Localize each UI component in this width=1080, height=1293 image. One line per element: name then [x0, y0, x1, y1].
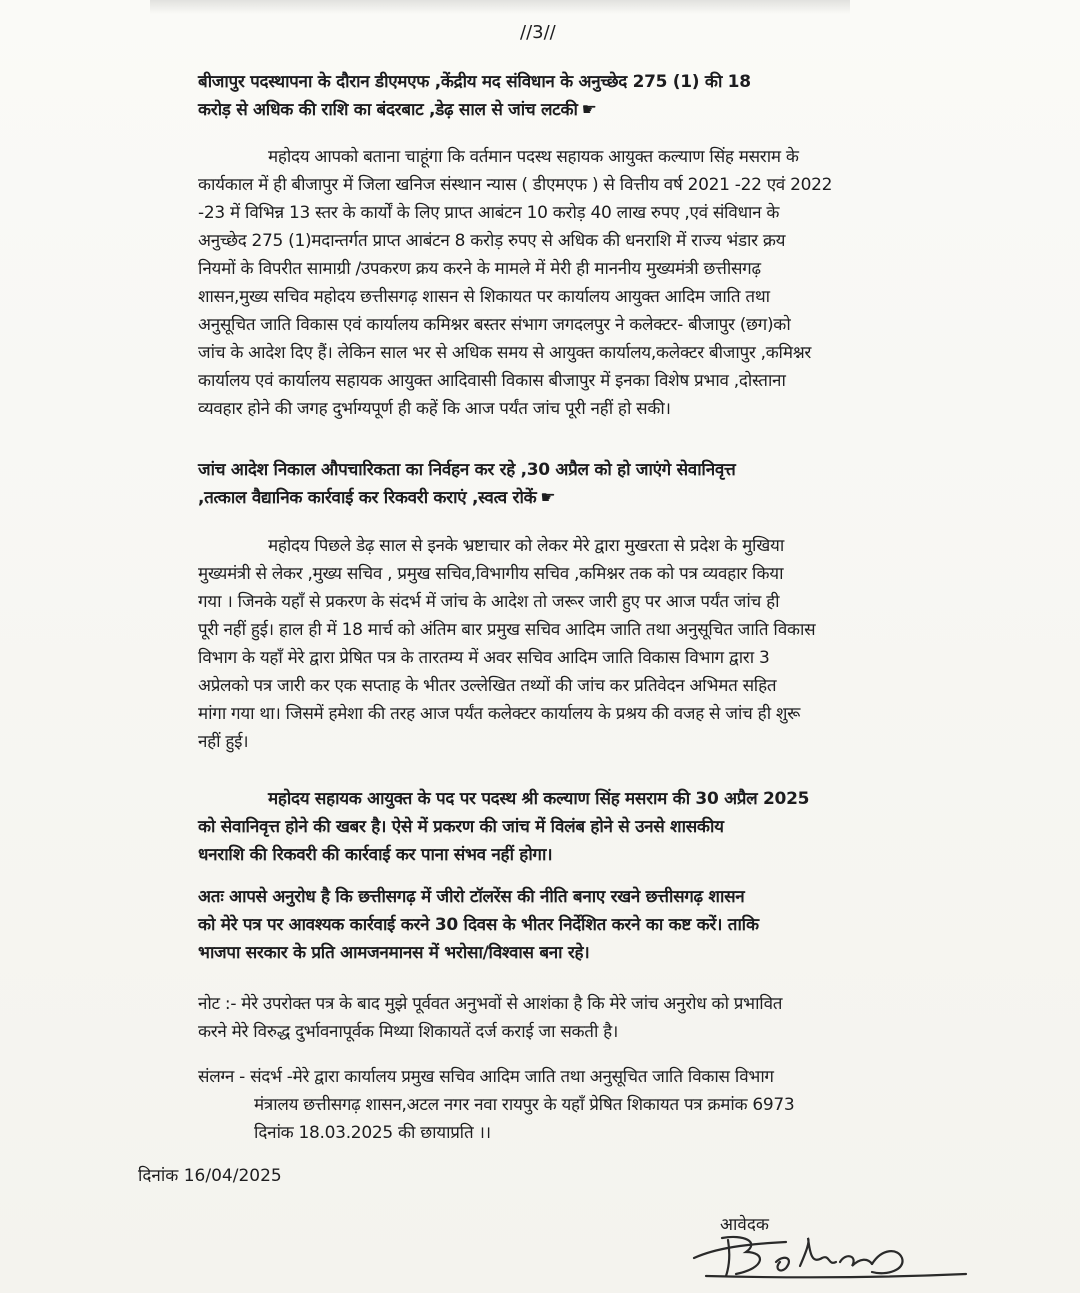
paragraph-line: गया । जिनके यहाँ से प्रकरण के संदर्भ में जांच के आदेश तो जरूर जारी हुए पर आज पर्यंत जांच ही: [198, 592, 780, 612]
heading-dmf-allocation: [198, 68, 950, 124]
paragraph-line: नहीं हुई।: [198, 732, 249, 752]
paragraph-request: [198, 883, 950, 967]
paragraph-line: नियमों के विपरीत सामाग्री /उपकरण क्रय करने के मामले में मेरी ही माननीय मुख्यमंत्री छत्तीसगढ़: [198, 259, 761, 279]
paragraph-line: व्यवहार होने की जगह दुर्भाग्यपूर्ण ही कहें कि आज पर्यंत जांच पूरी नहीं हो सकी।: [198, 399, 671, 419]
paragraph-line: कार्यकाल में ही बीजापुर में जिला खनिज संस्थान न्यास ( डीएमएफ ) से वित्तीय वर्ष 2021 -22 एवं 2022: [198, 175, 833, 195]
heading-retirement-recovery: [198, 456, 950, 512]
paragraph-line: अप्रेलको पत्र जारी कर एक सप्ताह के भीतर उल्लेखित तथ्यों की जांच कर प्रतिवेदन अभिमत सहित: [198, 676, 777, 696]
hand-pointing-icon: ☛: [540, 488, 556, 508]
paragraph-line: कार्यालय एवं कार्यालय सहायक आयुक्त आदिवासी विकास बीजापुर में इनका विशेष प्रभाव ,दोस्ताना: [198, 371, 786, 391]
paragraph-line: मुख्यमंत्री से लेकर ,मुख्य सचिव , प्रमुख सचिव,विभागीय सचिव ,कमिश्नर तक को पत्र व्यवहार किया: [198, 564, 784, 584]
paragraph-line: अनुसूचित जाति विकास एवं कार्यालय कमिश्नर बस्तर संभाग जगदलपुर ने कलेक्टर- बीजापुर (छग)को: [198, 315, 791, 335]
paragraph-line: -23 में विभिन्न 13 स्तर के कार्यों के लिए प्राप्त आबंटन 10 करोड़ 40 लाख रुपए ,एवं संविधान के: [198, 203, 780, 223]
paragraph-line: विभाग के यहाँ मेरे द्वारा प्रेषित पत्र के तारतम्य में अवर सचिव आदिम जाति विकास विभाग द्वारा 3: [198, 648, 770, 668]
heading-line: बीजापुर पदस्थापना के दौरान डीएमएफ ,केंद्रीय मद संविधान के अनुच्छेद 275 (1) की 18: [198, 72, 751, 92]
paragraph-line: भाजपा सरकार के प्रति आमजनमानस में भरोसा/विश्वास बना रहे।: [198, 943, 590, 963]
enclosure-line: मंत्रालय छत्तीसगढ़ शासन,अटल नगर नवा रायपुर के यहाँ प्रेषित शिकायत पत्र क्रमांक 6973: [254, 1095, 795, 1115]
letter-date: दिनांक 16/04/2025: [138, 1166, 282, 1186]
paragraph-line: महोदय पिछले डेढ़ साल से इनके भ्रष्टाचार को लेकर मेरे द्वारा मुखरता से प्रदेश के मुखिया: [268, 536, 785, 556]
paragraph-line: को मेरे पत्र पर आवश्यक कार्रवाई करने 30 दिवस के भीतर निर्देशित करने का कष्ट करें। ताकि: [198, 915, 759, 935]
enclosure-line: दिनांक 18.03.2025 की छायाप्रति ।।: [254, 1123, 491, 1143]
paragraph-line: महोदय सहायक आयुक्त के पद पर पदस्थ श्री कल्याण सिंह मसराम की 30 अप्रैल 2025: [268, 789, 810, 809]
note-section: [198, 990, 950, 1046]
paragraph-line: को सेवानिवृत्त होने की खबर है। ऐसे में प्रकरण की जांच में विलंब होने से उनसे शासकीय: [198, 817, 724, 837]
note-line: करने मेरे विरुद्ध दुर्भावनापूर्वक मिथ्या शिकायतें दर्ज कराई जा सकती है।: [198, 1022, 619, 1042]
paragraph-line: अतः आपसे अनुरोध है कि छत्तीसगढ़ में जीरो टॉलरेंस की नीति बनाए रखने छत्तीसगढ़ शासन: [198, 887, 745, 907]
paragraph-retirement-notice: [198, 785, 950, 869]
paragraph-line: अनुच्छेद 275 (1)मदान्तर्गत प्राप्त आबंटन 8 करोड़ रुपए से अधिक की धनराशि में राज्य भंडार क्रय: [198, 231, 786, 251]
heading-line: करोड़ से अधिक की राशि का बंदरबाट ,डेढ़ साल से जांच लटकी ☛: [198, 96, 950, 124]
heading-line: जांच आदेश निकाल औपचारिकता का निर्वहन कर रहे ,30 अप्रैल को हो जाएंगे सेवानिवृत्त: [198, 460, 736, 480]
paragraph-investigation-pending: [198, 143, 950, 423]
paragraph-correspondence-history: [198, 532, 950, 756]
applicant-label: आवेदक: [720, 1215, 769, 1235]
page-number: //3//: [520, 22, 556, 43]
paragraph-line: शासन,मुख्य सचिव महोदय छत्तीसगढ़ शासन से शिकायत पर कार्यालय आयुक्त आदिम जाति तथा: [198, 287, 770, 307]
note-line: नोट :- मेरे उपरोक्त पत्र के बाद मुझे पूर्ववत अनुभवों से आशंका है कि मेरे जांच अनुरोध को प्रभावित: [198, 994, 783, 1014]
hand-pointing-icon: ☛: [581, 100, 597, 120]
scan-shadow: [150, 0, 850, 14]
paragraph-line: मांगा गया था। जिसमें हमेशा की तरह आज पर्यंत कलेक्टर कार्यालय के प्रश्रय की वजह से जांच ही शुरू: [198, 704, 801, 724]
heading-line: ,तत्काल वैद्यानिक कार्रवाई कर रिकवरी कराएं ,स्वत्व रोकें ☛: [198, 484, 950, 512]
enclosure-section: [198, 1063, 950, 1147]
handwritten-signature: [676, 1218, 976, 1293]
paragraph-line: महोदय आपको बताना चाहूंगा कि वर्तमान पदस्थ सहायक आयुक्त कल्याण सिंह मसराम के: [268, 147, 799, 167]
paragraph-line: जांच के आदेश दिए हैं। लेकिन साल भर से अधिक समय से आयुक्त कार्यालय,कलेक्टर बीजापुर ,कमिश्नर: [198, 343, 812, 363]
enclosure-line: संलग्न - संदर्भ -मेरे द्वारा कार्यालय प्रमुख सचिव आदिम जाति तथा अनुसूचित जाति विकास विभाग: [198, 1067, 774, 1087]
paragraph-line: पूरी नहीं हुई। हाल ही में 18 मार्च को अंतिम बार प्रमुख सचिव आदिम जाति तथा अनुसूचित जाति विकास: [198, 620, 816, 640]
paragraph-line: धनराशि की रिकवरी की कार्रवाई कर पाना संभव नहीं होगा।: [198, 845, 553, 865]
